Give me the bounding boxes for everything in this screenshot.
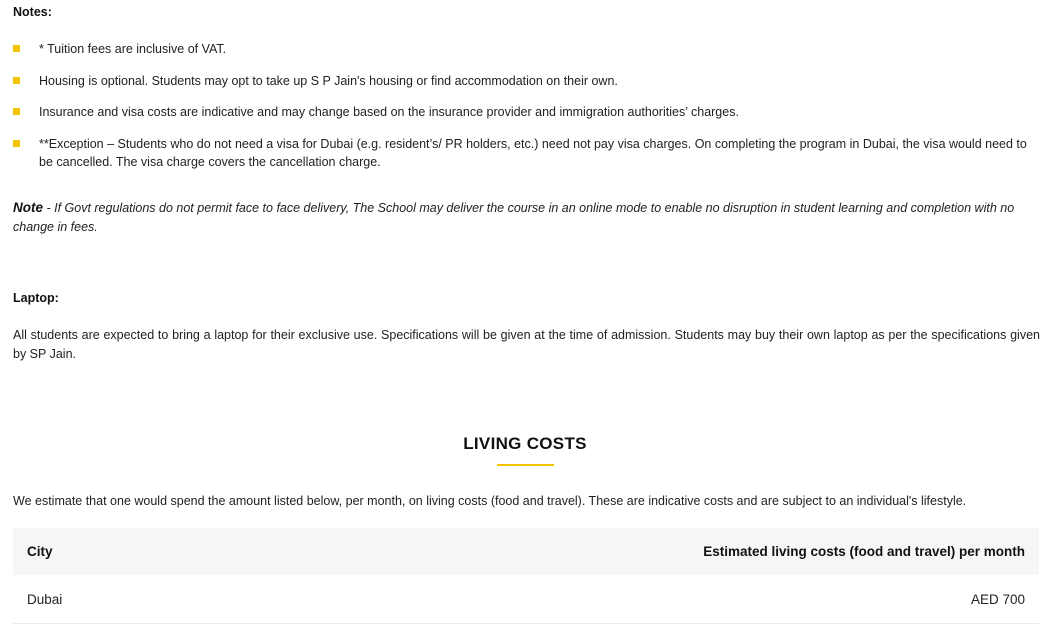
living-costs-intro: We estimate that one would spend the amount listed below, per month, on living costs (food and travel). These are indicative costs and are subject to an individual's lifestyle. <box>13 494 967 508</box>
notes-item-text: * Tuition fees are inclusive of VAT. <box>39 42 227 56</box>
note-label: Note <box>13 200 43 215</box>
bullet-square-icon <box>13 45 20 52</box>
notes-list-item <box>13 40 1041 58</box>
notes-list-item <box>13 103 1041 121</box>
notes-heading: Notes: <box>13 5 52 19</box>
column-header-city: City <box>27 544 53 559</box>
table-row <box>13 575 1039 624</box>
bullet-square-icon <box>13 108 20 115</box>
notes-list <box>13 40 1041 184</box>
column-header-cost: Estimated living costs (food and travel) per month <box>703 544 1025 559</box>
note-text: - If Govt regulations do not permit face to face delivery, The School may deliver the course in an online mode to enable no disruption in student learning and completion with no change in fees. <box>13 201 1015 234</box>
bullet-square-icon <box>13 77 20 84</box>
notes-list-item <box>13 72 1041 90</box>
title-underline <box>497 464 554 466</box>
living-costs-table <box>13 528 1039 624</box>
laptop-heading: Laptop: <box>13 291 59 305</box>
cell-cost: AED 700 <box>970 591 1025 607</box>
notes-list-item <box>13 135 1041 171</box>
laptop-paragraph: All students are expected to bring a laptop for their exclusive use. Specifications will be given at the time of admission. Students may buy their own laptop as per the specifications given by SP Jain. <box>13 328 1040 361</box>
notes-item-text: Housing is optional. Students may opt to take up S P Jain's housing or find accommodation on their own. <box>39 73 618 88</box>
online-delivery-note <box>13 198 1041 237</box>
table-header-row <box>13 528 1039 575</box>
bullet-square-icon <box>13 140 20 147</box>
notes-item-text: Insurance and visa costs are indicative and may change based on the insurance provider and immigration authorities’ charges. <box>39 105 739 119</box>
living-costs-title: LIVING COSTS <box>463 434 587 453</box>
notes-item-text: **Exception – Students who do not need a visa for Dubai (e.g. resident’s/ PR holders, etc.) need not pay visa charges. On completing the program in Dubai, the visa would need to be cancelled. The visa charge covers the cancellation charge. <box>39 136 1027 169</box>
cell-city: Dubai <box>27 591 63 607</box>
